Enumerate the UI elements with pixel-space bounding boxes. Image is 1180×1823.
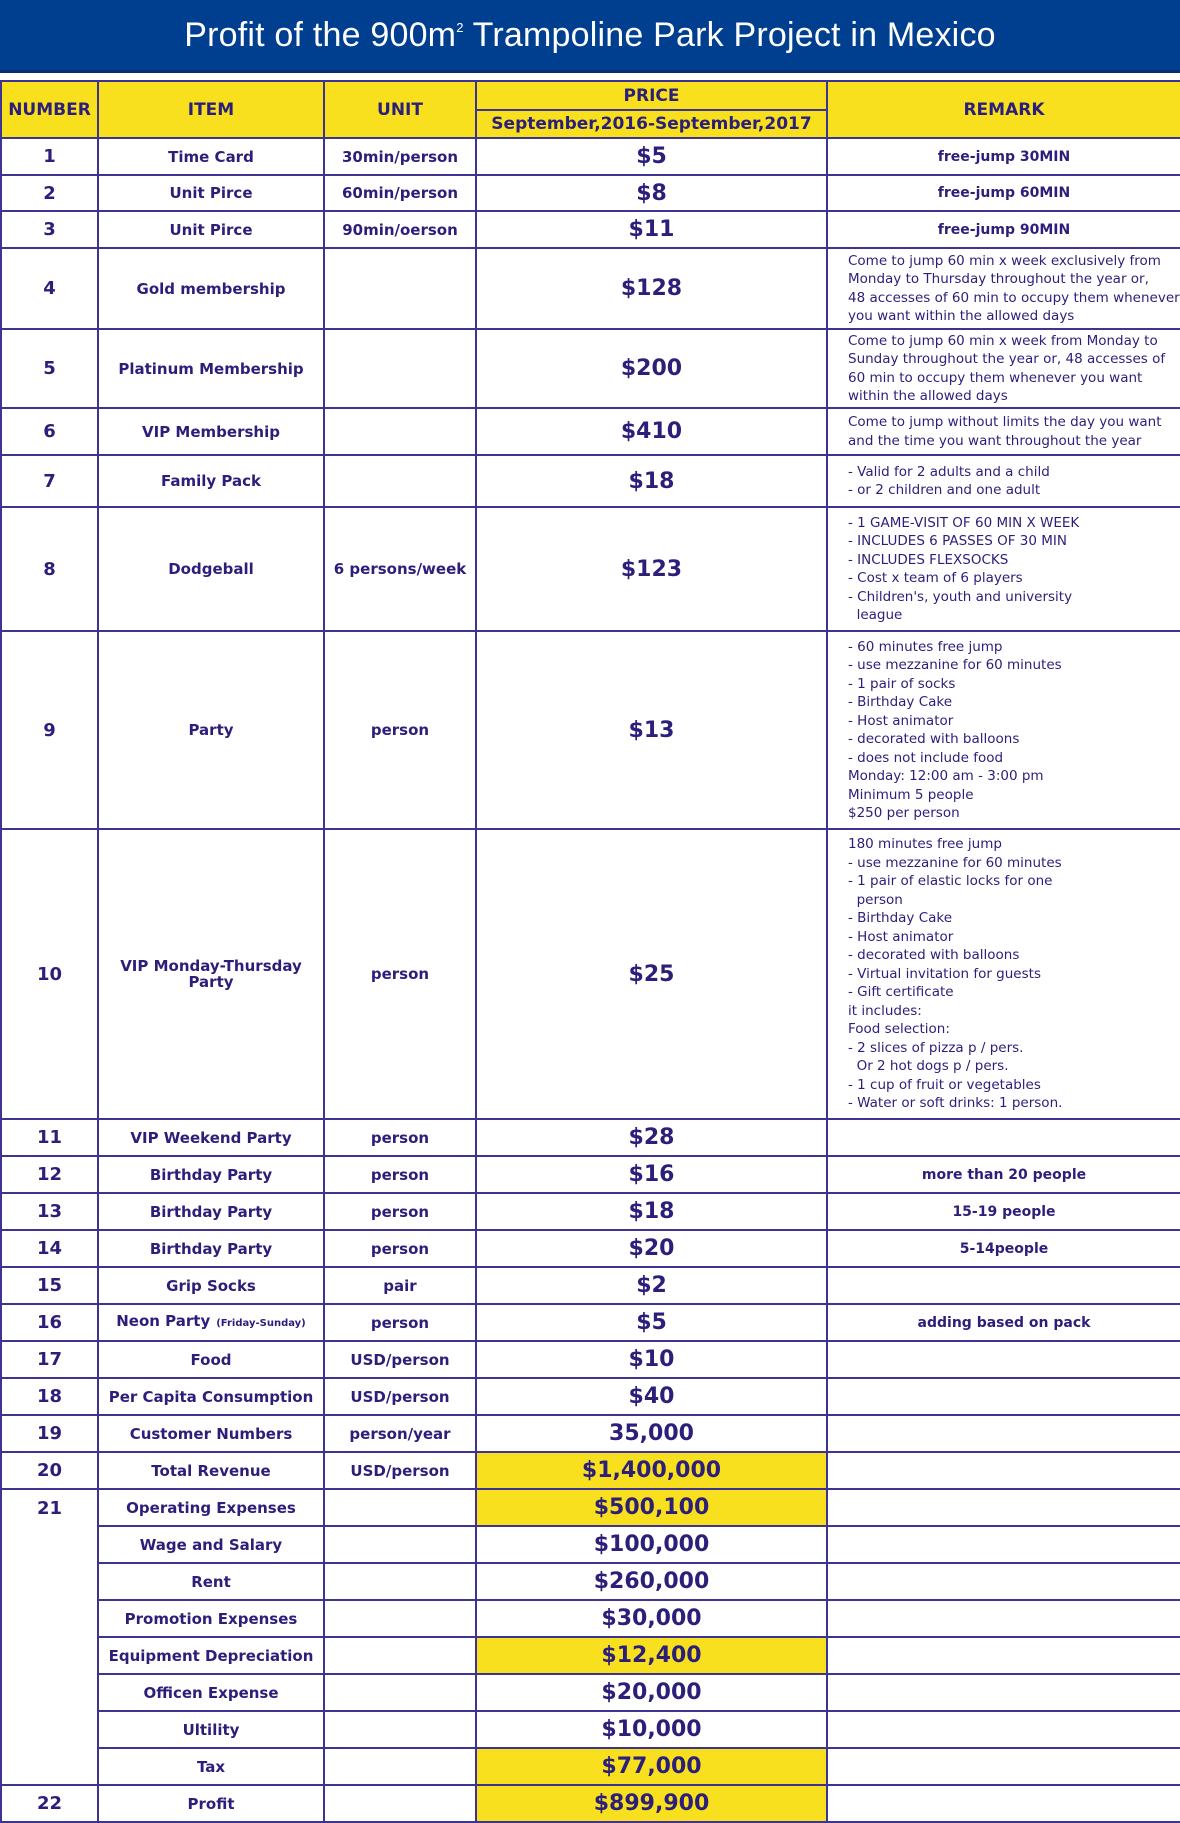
- row-number: 1: [1, 138, 98, 175]
- row-unit: [324, 248, 476, 329]
- row-number: 19: [1, 1415, 98, 1452]
- remark-line: Monday: 12:00 am - 3:00 pm: [848, 768, 1044, 784]
- expense-row: [1, 1526, 1180, 1563]
- expense-amount: $500,100: [476, 1489, 827, 1526]
- remark-line: $250 per person: [848, 805, 960, 821]
- expense-remark: [827, 1563, 1180, 1600]
- expense-amount: $12,400: [476, 1637, 827, 1674]
- header-price-period: September,2016-September,2017: [476, 110, 827, 138]
- title-banner: [0, 0, 1180, 73]
- row-item: Birthday Party: [98, 1193, 324, 1230]
- row-number: 13: [1, 1193, 98, 1230]
- remark-line: - decorated with balloons: [848, 947, 1020, 964]
- table-row: [1, 211, 1180, 248]
- row-unit: person: [324, 1230, 476, 1267]
- row-remark: free-jump 30MIN: [827, 138, 1180, 175]
- remark-line: Monday to Thursday throughout the year or,: [848, 271, 1149, 287]
- expense-row: [1, 1600, 1180, 1637]
- remark-line: - 1 cup of fruit or vegetables: [848, 1076, 1041, 1093]
- row-item: Unit Pirce: [98, 211, 324, 248]
- remark-line: - Host animator: [848, 928, 954, 945]
- item-label: Neon Party: [116, 1312, 211, 1330]
- header-remark: REMARK: [827, 81, 1180, 138]
- expense-item: Tax: [98, 1748, 324, 1785]
- row-item: Per Capita Consumption: [98, 1378, 324, 1415]
- table-row: [1, 138, 1180, 175]
- row-remark: [827, 455, 1180, 507]
- row-number: 2: [1, 175, 98, 211]
- header-unit: UNIT: [324, 81, 476, 138]
- remark-line: within the allowed days: [848, 388, 1008, 404]
- row-remark: [827, 408, 1180, 455]
- table-row: [1, 1415, 1180, 1452]
- profit-item: Profit: [98, 1785, 324, 1822]
- row-remark: 5-14people: [827, 1230, 1180, 1267]
- expense-item: Ultility: [98, 1711, 324, 1748]
- row-number: 21: [1, 1489, 98, 1785]
- remark-line: - use mezzanine for 60 minutes: [848, 657, 1062, 673]
- row-item: VIP Membership: [98, 408, 324, 455]
- row-price: $5: [476, 138, 827, 175]
- expense-unit: [324, 1674, 476, 1711]
- row-number: 4: [1, 248, 98, 329]
- remark-line: - decorated with balloons: [848, 731, 1020, 747]
- table-row: [1, 1119, 1180, 1156]
- row-number: 17: [1, 1341, 98, 1378]
- expense-item: Promotion Expenses: [98, 1600, 324, 1637]
- row-price: $128: [476, 248, 827, 329]
- row-unit: [324, 408, 476, 455]
- row-remark: [827, 1119, 1180, 1156]
- row-unit: USD/person: [324, 1378, 476, 1415]
- expense-row: [1, 1674, 1180, 1711]
- title-superscript: 2: [456, 19, 464, 35]
- remark-line: - Gift certificate: [848, 984, 954, 1001]
- row-unit: person: [324, 1193, 476, 1230]
- row-remark: [827, 329, 1180, 408]
- row-remark: [827, 1452, 1180, 1489]
- remark-line: person: [848, 891, 903, 908]
- row-unit: 90min/oerson: [324, 211, 476, 248]
- expense-amount: $260,000: [476, 1563, 827, 1600]
- row-item: Unit Pirce: [98, 175, 324, 211]
- row-price: $410: [476, 408, 827, 455]
- expense-unit: [324, 1600, 476, 1637]
- remark-line: - INCLUDES 6 PASSES OF 30 MIN: [848, 533, 1067, 549]
- remark-line: 180 minutes free jump: [848, 836, 1002, 853]
- row-number: 16: [1, 1304, 98, 1341]
- header-number: NUMBER: [1, 81, 98, 138]
- row-item: Grip Socks: [98, 1267, 324, 1304]
- remark-line: Come to jump without limits the day you want: [848, 414, 1162, 430]
- row-unit: person: [324, 1156, 476, 1193]
- table-row: [1, 1230, 1180, 1267]
- row-item: VIP Monday-Thursday Party: [98, 829, 324, 1119]
- expense-amount: $77,000: [476, 1748, 827, 1785]
- row-price: $123: [476, 507, 827, 631]
- row-number: 11: [1, 1119, 98, 1156]
- row-price: $8: [476, 175, 827, 211]
- expense-remark: [827, 1748, 1180, 1785]
- row-unit: person: [324, 1119, 476, 1156]
- expense-row: [1, 1637, 1180, 1674]
- row-item: Party: [98, 631, 324, 829]
- page-title: [184, 16, 996, 55]
- row-price: $40: [476, 1378, 827, 1415]
- remark-line: - 1 pair of elastic locks for one: [848, 873, 1053, 890]
- row-unit: USD/person: [324, 1341, 476, 1378]
- table-row: [1, 1156, 1180, 1193]
- row-unit: 6 persons/week: [324, 507, 476, 631]
- table-row: [1, 829, 1180, 1119]
- row-number: 6: [1, 408, 98, 455]
- remark-line: Sunday throughout the year or, 48 accesses of: [848, 351, 1166, 367]
- remark-line: Come to jump 60 min x week exclusively from: [848, 252, 1161, 269]
- remark-line: - Children's, youth and university: [848, 588, 1073, 605]
- remark-line: - 1 pair of socks: [848, 675, 956, 692]
- remark-line: - Birthday Cake: [848, 694, 953, 710]
- remark-line: - or 2 children and one adult: [848, 482, 1041, 498]
- row-unit: person: [324, 1304, 476, 1341]
- expense-amount: $20,000: [476, 1674, 827, 1711]
- row-remark: [827, 631, 1180, 829]
- header-item: ITEM: [98, 81, 324, 138]
- expense-remark: [827, 1489, 1180, 1526]
- row-remark: [827, 829, 1180, 1119]
- expense-row: [1, 1489, 1180, 1526]
- row-remark: free-jump 60MIN: [827, 175, 1180, 211]
- remark-line: you want within the allowed days: [848, 308, 1075, 324]
- expense-unit: [324, 1748, 476, 1785]
- expense-item: Rent: [98, 1563, 324, 1600]
- table-row: [1, 455, 1180, 507]
- row-unit: [324, 455, 476, 507]
- item-note: (Friday-Sunday): [216, 1318, 306, 1329]
- row-item: Birthday Party: [98, 1156, 324, 1193]
- remark-line: - 1 GAME-VISIT OF 60 MIN X WEEK: [848, 514, 1080, 531]
- remark-line: Food selection:: [848, 1021, 950, 1038]
- expense-remark: [827, 1711, 1180, 1748]
- expense-remark: [827, 1637, 1180, 1674]
- row-number: 8: [1, 507, 98, 631]
- remark-line: - use mezzanine for 60 minutes: [848, 854, 1062, 871]
- row-number: 9: [1, 631, 98, 829]
- row-item: Birthday Party: [98, 1230, 324, 1267]
- remark-line: - 2 slices of pizza p / pers.: [848, 1039, 1024, 1056]
- row-price: $16: [476, 1156, 827, 1193]
- row-price: 35,000: [476, 1415, 827, 1452]
- profit-unit: [324, 1785, 476, 1822]
- table-body: [1, 138, 1180, 1822]
- row-item: Gold membership: [98, 248, 324, 329]
- row-number: 7: [1, 455, 98, 507]
- remark-line: Minimum 5 people: [848, 786, 974, 803]
- remark-line: it includes:: [848, 1002, 922, 1019]
- remark-line: - 60 minutes free jump: [848, 638, 1003, 655]
- expense-remark: [827, 1600, 1180, 1637]
- expense-row: [1, 1711, 1180, 1748]
- profit-table: [0, 80, 1180, 1823]
- profit-amount: $899,900: [476, 1785, 827, 1822]
- remark-line: league: [848, 607, 903, 623]
- row-item: Time Card: [98, 138, 324, 175]
- expense-remark: [827, 1674, 1180, 1711]
- row-remark: free-jump 90MIN: [827, 211, 1180, 248]
- row-remark: 15-19 people: [827, 1193, 1180, 1230]
- expense-row: [1, 1748, 1180, 1785]
- remark-line: - INCLUDES FLEXSOCKS: [848, 551, 1009, 568]
- row-price: $13: [476, 631, 827, 829]
- table-row: [1, 1341, 1180, 1378]
- remark-line: - Birthday Cake: [848, 910, 953, 927]
- title-text: Profit of the 900m: [184, 15, 457, 54]
- profit-remark: [827, 1785, 1180, 1822]
- expense-item: Wage and Salary: [98, 1526, 324, 1563]
- row-number: 22: [1, 1785, 98, 1822]
- remark-line: - does not include food: [848, 749, 1004, 766]
- expense-remark: [827, 1526, 1180, 1563]
- remark-line: - Virtual invitation for guests: [848, 965, 1041, 982]
- remark-line: Or 2 hot dogs p / pers.: [848, 1058, 1009, 1075]
- row-number: 5: [1, 329, 98, 408]
- title-text-suffix: Trampoline Park Project in Mexico: [463, 15, 996, 54]
- row-number: 18: [1, 1378, 98, 1415]
- remark-line: - Water or soft drinks: 1 person.: [848, 1095, 1063, 1112]
- row-number: 14: [1, 1230, 98, 1267]
- table-row: [1, 1378, 1180, 1415]
- row-price: $18: [476, 1193, 827, 1230]
- row-item: VIP Weekend Party: [98, 1119, 324, 1156]
- row-remark: more than 20 people: [827, 1156, 1180, 1193]
- row-item: [98, 1304, 324, 1341]
- remark-line: - Host animator: [848, 712, 954, 729]
- row-unit: 30min/person: [324, 138, 476, 175]
- row-price: $5: [476, 1304, 827, 1341]
- row-number: 10: [1, 829, 98, 1119]
- row-number: 3: [1, 211, 98, 248]
- expense-unit: [324, 1489, 476, 1526]
- table-row: [1, 1452, 1180, 1489]
- row-remark: [827, 1415, 1180, 1452]
- expense-amount: $10,000: [476, 1711, 827, 1748]
- row-item: Total Revenue: [98, 1452, 324, 1489]
- row-remark: [827, 1267, 1180, 1304]
- expense-unit: [324, 1526, 476, 1563]
- expense-unit: [324, 1637, 476, 1674]
- remark-line: and the time you want throughout the year: [848, 432, 1142, 449]
- expense-unit: [324, 1563, 476, 1600]
- row-item: Customer Numbers: [98, 1415, 324, 1452]
- row-item: Family Pack: [98, 455, 324, 507]
- row-unit: person: [324, 631, 476, 829]
- table-row: [1, 329, 1180, 408]
- row-price: $2: [476, 1267, 827, 1304]
- remark-line: 60 min to occupy them whenever you want: [848, 369, 1143, 386]
- table-row: [1, 507, 1180, 631]
- row-price: $20: [476, 1230, 827, 1267]
- remark-line: - Valid for 2 adults and a child: [848, 463, 1050, 480]
- row-remark: adding based on pack: [827, 1304, 1180, 1341]
- row-unit: [324, 329, 476, 408]
- row-price: $28: [476, 1119, 827, 1156]
- expense-item: Equipment Depreciation: [98, 1637, 324, 1674]
- table-row: [1, 1193, 1180, 1230]
- expense-amount: $30,000: [476, 1600, 827, 1637]
- row-number: 20: [1, 1452, 98, 1489]
- table-row: [1, 1267, 1180, 1304]
- table-row: [1, 631, 1180, 829]
- row-unit: 60min/person: [324, 175, 476, 211]
- row-unit: pair: [324, 1267, 476, 1304]
- row-remark: [827, 1378, 1180, 1415]
- row-price: $200: [476, 329, 827, 408]
- row-remark: [827, 1341, 1180, 1378]
- row-remark: [827, 507, 1180, 631]
- header-price: PRICE: [476, 81, 827, 110]
- expense-item: Officen Expense: [98, 1674, 324, 1711]
- row-price: $10: [476, 1341, 827, 1378]
- expense-item: Operating Expenses: [98, 1489, 324, 1526]
- table-row: [1, 1304, 1180, 1341]
- row-item: Dodgeball: [98, 507, 324, 631]
- row-unit: USD/person: [324, 1452, 476, 1489]
- profit-row: [1, 1785, 1180, 1822]
- table-row: [1, 248, 1180, 329]
- row-number: 12: [1, 1156, 98, 1193]
- row-item: Platinum Membership: [98, 329, 324, 408]
- row-price: $1,400,000: [476, 1452, 827, 1489]
- row-unit: person: [324, 829, 476, 1119]
- row-unit: person/year: [324, 1415, 476, 1452]
- table-row: [1, 175, 1180, 211]
- expense-unit: [324, 1711, 476, 1748]
- row-price: $25: [476, 829, 827, 1119]
- remark-line: Come to jump 60 min x week from Monday to: [848, 332, 1158, 349]
- expense-row: [1, 1563, 1180, 1600]
- remark-line: 48 accesses of 60 min to occupy them whenever: [848, 289, 1180, 306]
- row-price: $18: [476, 455, 827, 507]
- table-row: [1, 408, 1180, 455]
- row-item: Food: [98, 1341, 324, 1378]
- remark-line: - Cost x team of 6 players: [848, 570, 1023, 586]
- expense-amount: $100,000: [476, 1526, 827, 1563]
- row-number: 15: [1, 1267, 98, 1304]
- row-remark: [827, 248, 1180, 329]
- row-price: $11: [476, 211, 827, 248]
